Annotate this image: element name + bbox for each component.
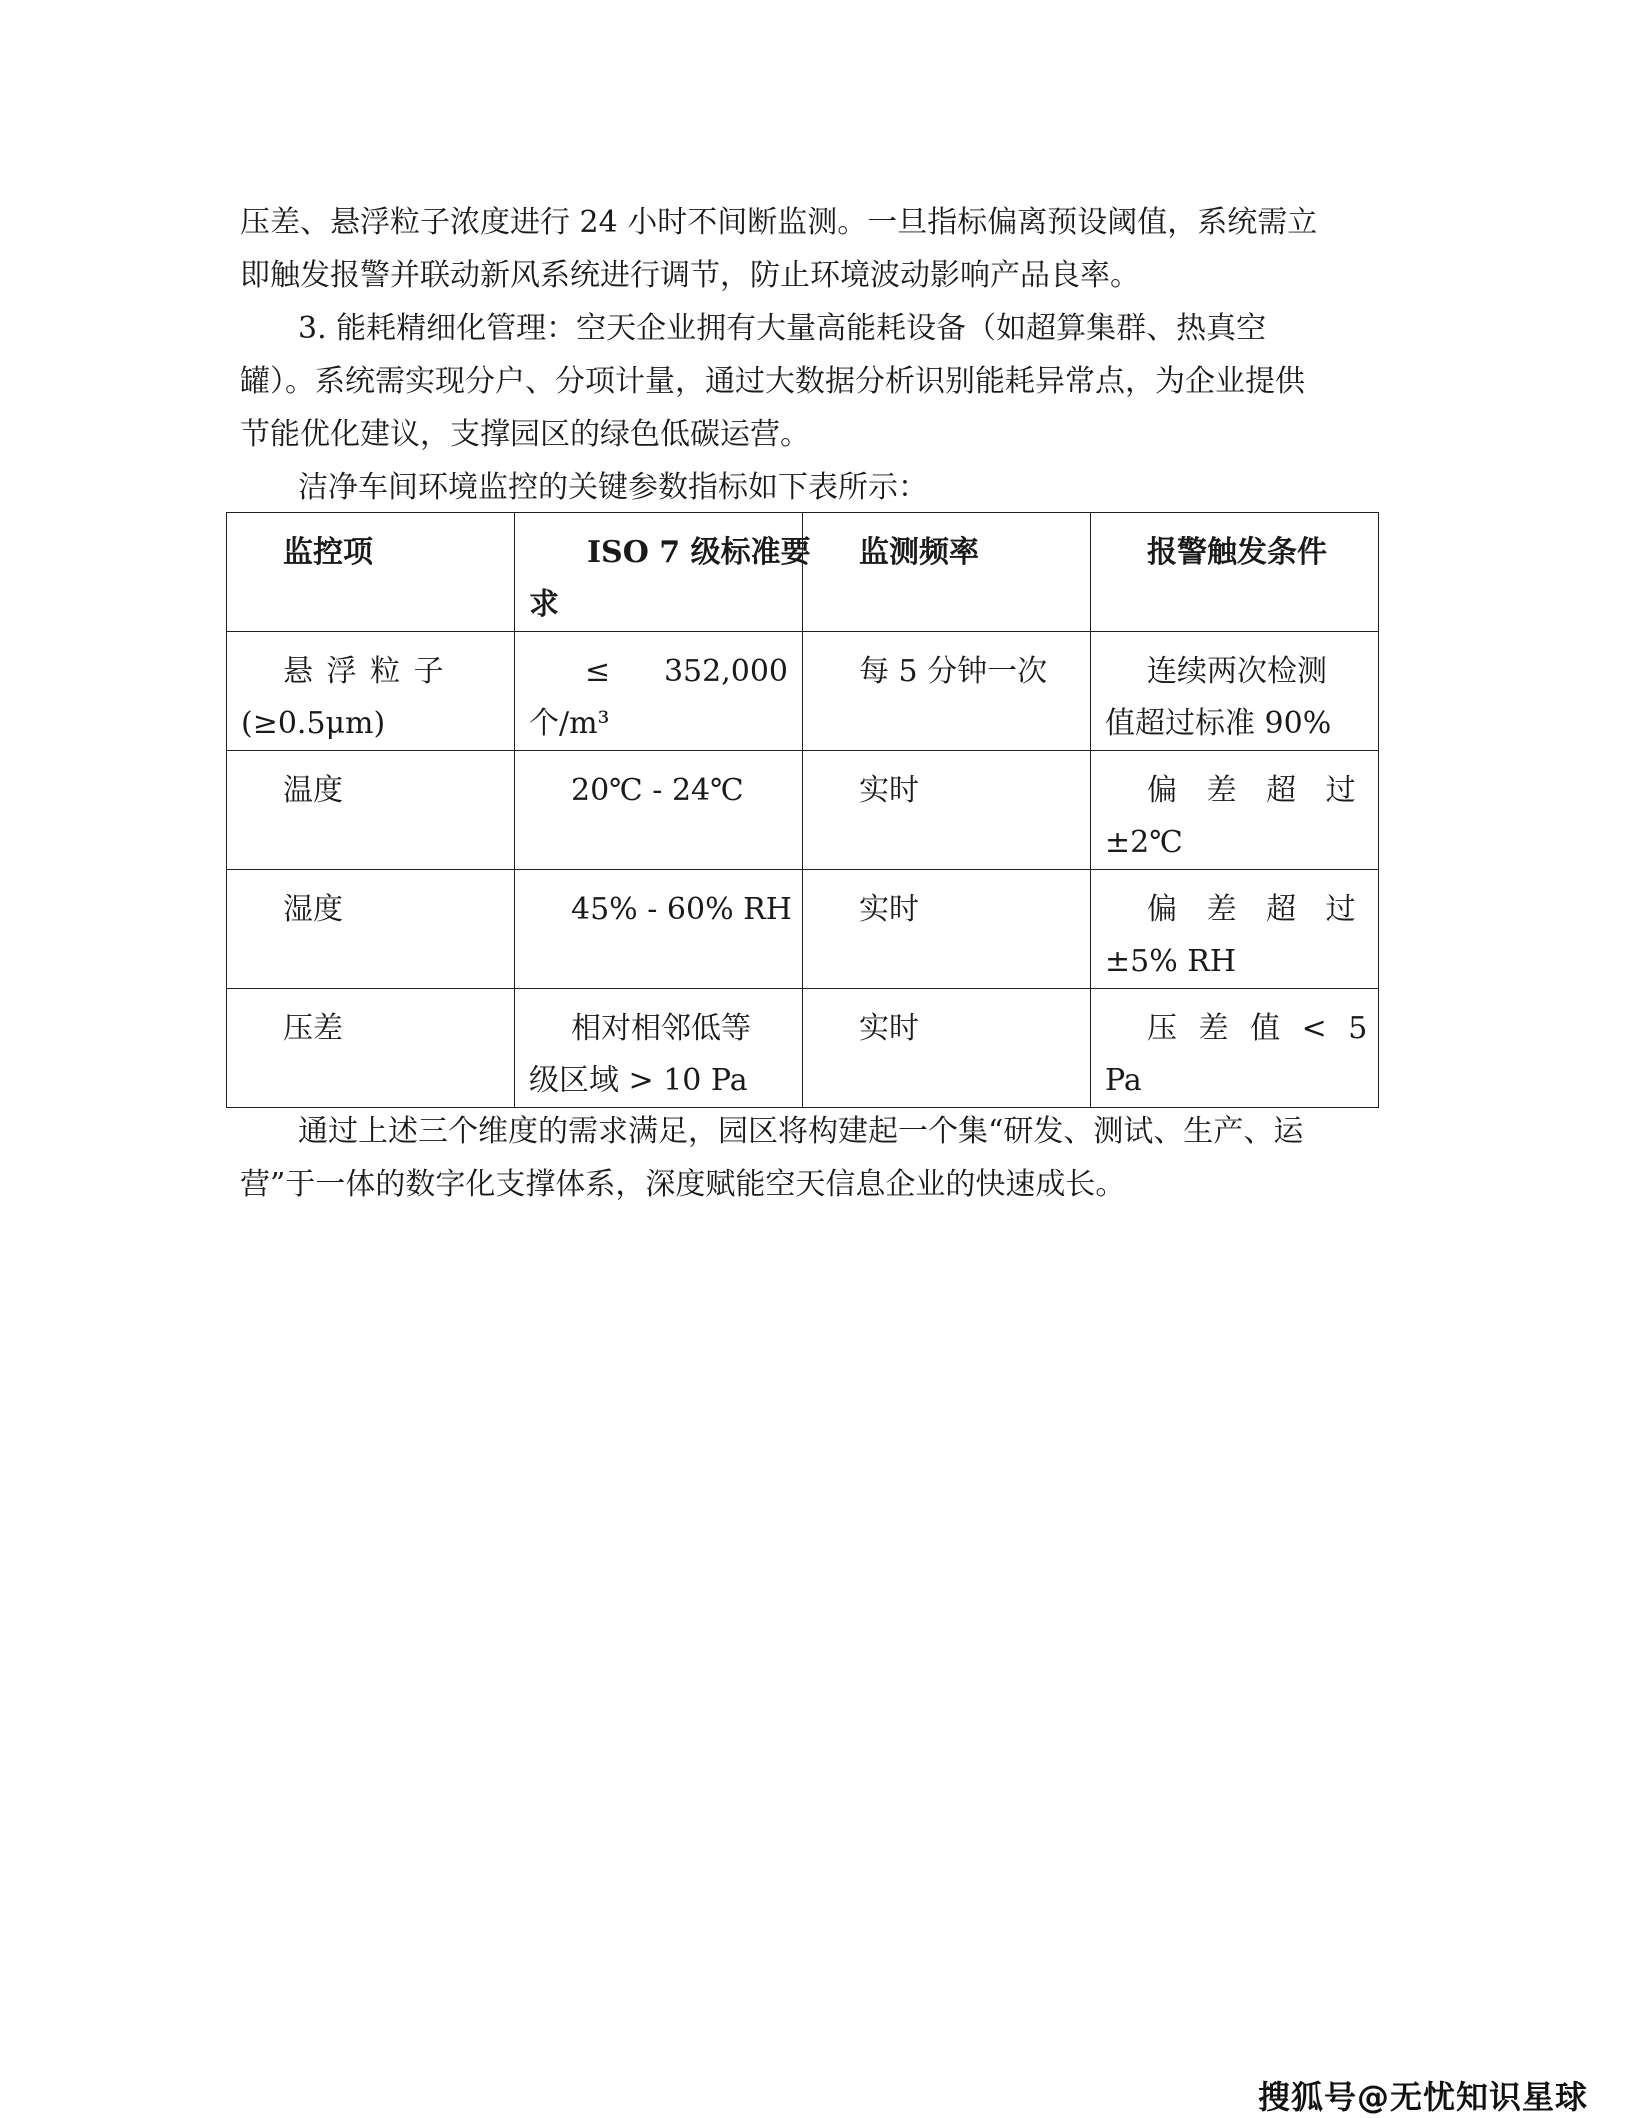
paragraph-table-intro (240, 461, 1390, 514)
header-frequency: 监测频率 (803, 513, 1091, 632)
paragraph-line: 营”于一体的数字化支撑体系，深度赋能空天信息企业的快速成长。 (240, 1167, 1126, 1202)
cleanroom-parameter-table (226, 512, 1379, 1108)
cell-alarm: 偏 差 超 过 ±5% RH (1091, 870, 1379, 989)
paragraph-conclusion (240, 1105, 1390, 1211)
table-header-row (227, 513, 1379, 632)
cell-standard: 45% - 60% RH (515, 870, 803, 989)
cell-standard: ≤ 352,000 个/m³ (515, 632, 803, 751)
cell-frequency: 实时 (803, 989, 1091, 1108)
header-iso-standard-line2: 求 (529, 587, 559, 622)
cell-item: 悬 浮 粒 子 (≥0.5μm) (227, 632, 515, 751)
paragraph-energy-management (240, 302, 1390, 461)
cell-standard: 20℃ - 24℃ (515, 751, 803, 870)
table-row (227, 751, 1379, 870)
paragraph-line: 节能优化建议，支撑园区的绿色低碳运营。 (240, 417, 810, 452)
table-row (227, 989, 1379, 1108)
paragraph-line: 通过上述三个维度的需求满足，园区将构建起一个集“研发、测试、生产、运 (298, 1114, 1304, 1149)
header-monitor-item: 监控项 (227, 513, 515, 632)
cell-item: 温度 (227, 751, 515, 870)
cell-item: 压差 (227, 989, 515, 1108)
cell-alarm: 连续两次检测 值超过标准 90% (1091, 632, 1379, 751)
table-row (227, 632, 1379, 751)
cell-frequency: 每 5 分钟一次 (803, 632, 1091, 751)
header-alarm-condition: 报警触发条件 (1091, 513, 1379, 632)
paragraph-line: 3. 能耗精细化管理：空天企业拥有大量高能耗设备（如超算集群、热真空 (298, 311, 1267, 346)
cell-alarm: 偏 差 超 过 ±2℃ (1091, 751, 1379, 870)
cell-standard: 相对相邻低等 级区域 > 10 Pa (515, 989, 803, 1108)
paragraph-line: 即触发报警并联动新风系统进行调节，防止环境波动影响产品良率。 (240, 258, 1140, 293)
cell-alarm: 压 差 值 < 5 Pa (1091, 989, 1379, 1108)
watermark: 搜狐号@无忧知识星球 (1257, 2078, 1588, 2116)
table-row (227, 870, 1379, 989)
header-iso-standard: ISO 7 级标准要 求 (515, 513, 803, 632)
paragraph-line: 罐）。系统需实现分户、分项计量，通过大数据分析识别能耗异常点，为企业提供 (240, 364, 1305, 399)
cell-frequency: 实时 (803, 751, 1091, 870)
cell-item: 湿度 (227, 870, 515, 989)
paragraph-line: 洁净车间环境监控的关键参数指标如下表所示： (298, 470, 928, 505)
paragraph-monitoring-continued (240, 196, 1390, 302)
cell-frequency: 实时 (803, 870, 1091, 989)
paragraph-line: 压差、悬浮粒子浓度进行 24 小时不间断监测。一旦指标偏离预设阈值，系统需立 (240, 205, 1318, 240)
